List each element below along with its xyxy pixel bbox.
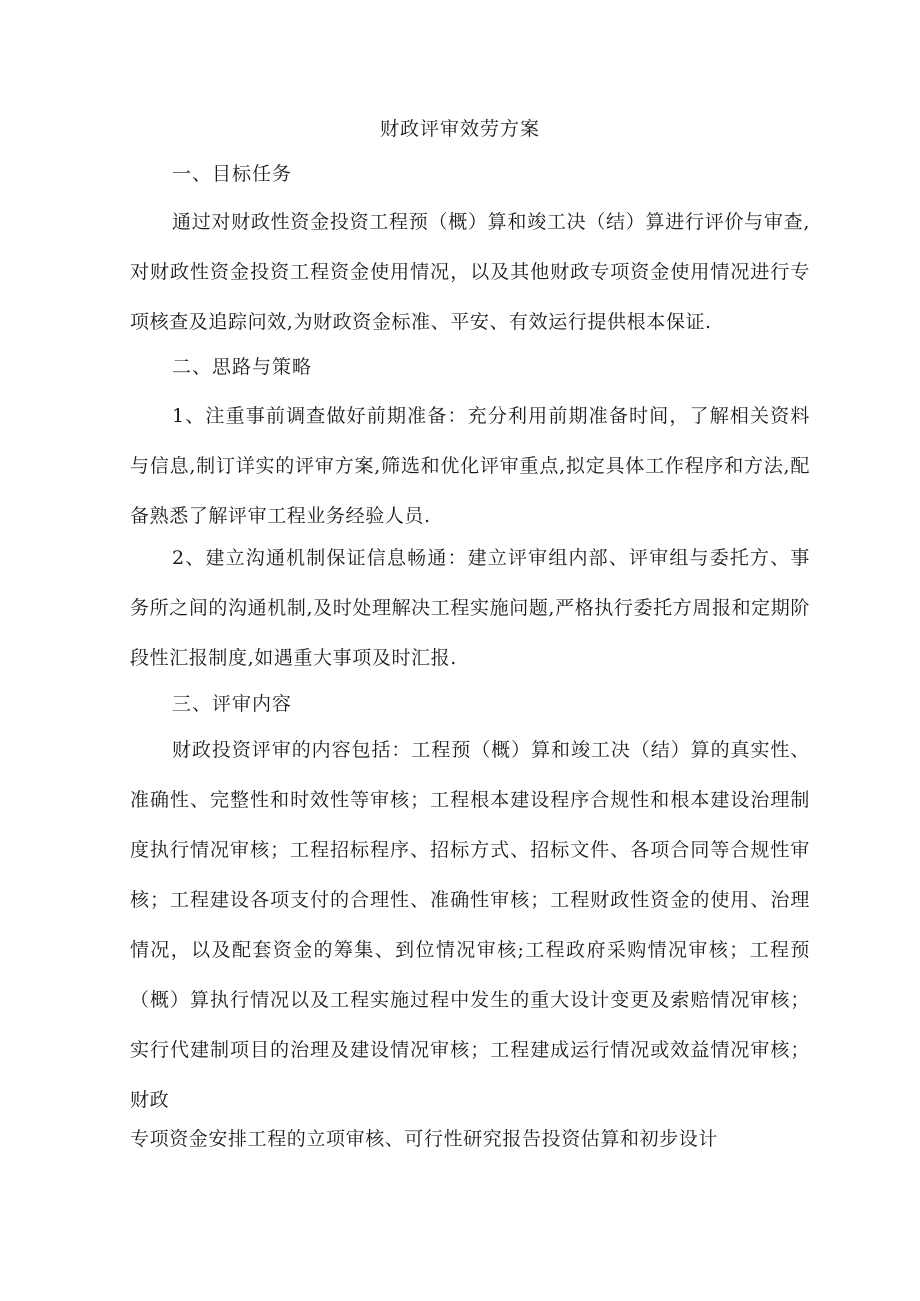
section-goals-paragraph: 通过对财政性资金投资工程预（概）算和竣工决（结）算进行评价与审查,对财政性资金投资工程资金使用情况，以及其他财政专项资金使用情况进行专项核查及追踪问效,为财政资金标准、平安、有效运行提供根本保证. — [130, 211, 810, 333]
document-title: 财政评审效劳方案 — [379, 118, 540, 140]
section-content-paragraph: 财政投资评审的内容包括：工程预（概）算和竣工决（结）算的真实性、准确性、完整性和时效性等审核；工程根本建设程序合规性和根本建设治理制度执行情况审核；工程招标程序、招标方式、招标文件、各项合同等合规性审核；工程建设各项支付的合理性、准确性审核；工程财政性资金的使用、治理情况，以及配套资金的筹集、到位情况审核;工程政府采购情况审核；工程预（概）算执行情况以及工程实施过程中发生的重大设计变更及索赔情况审核；实行代建制项目的治理及建设情况审核；工程建成运行情况或效益情况审核；财政 — [130, 739, 810, 1111]
section-heading-content: 三、评审内容 — [172, 693, 293, 715]
strategy-item-2: 2、建立沟通机制保证信息畅通：建立评审组内部、评审组与委托方、事务所之间的沟通机制,及时处理解决工程实施问题,严格执行委托方周报和定期阶段性汇报制度,如遇重大事项及时汇报. — [130, 547, 810, 669]
section-heading-goals: 一、目标任务 — [172, 163, 293, 185]
content-continuation-line: 专项资金安排工程的立项审核、可行性研究报告投资估算和初步设计 — [130, 1128, 719, 1150]
strategy-item-1: 1、注重事前调查做好前期准备：充分利用前期准备时间，了解相关资料与信息,制订详实的评审方案,筛选和优化评审重点,拟定具体工作程序和方法,配备熟悉了解评审工程业务经验人员. — [130, 405, 810, 527]
section-heading-strategy: 二、思路与策略 — [172, 356, 313, 378]
